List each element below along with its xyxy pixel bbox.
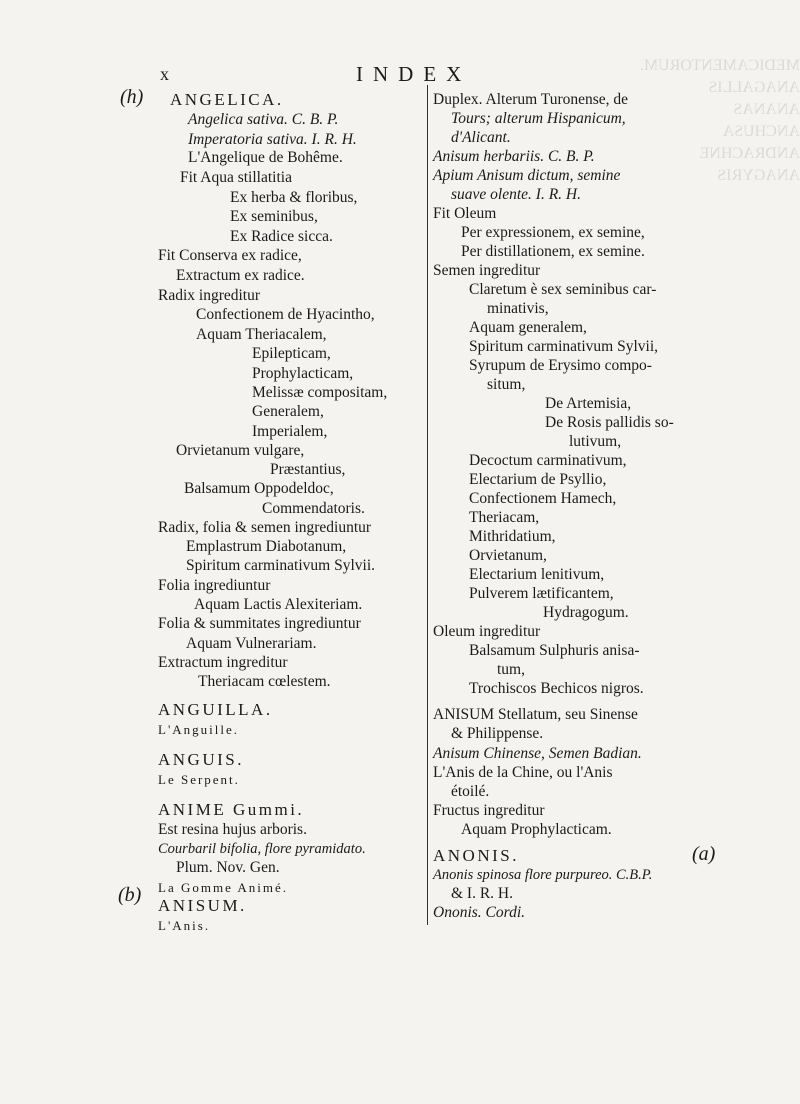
index-line: Aquam Theriacalem,	[196, 326, 327, 343]
index-line: Generalem,	[252, 403, 324, 420]
index-line: Orvietanum,	[469, 547, 547, 564]
index-line: Anonis spinosa flore purpureo. C.B.P.	[433, 867, 653, 883]
index-line: Spiritum carminativum Sylvii.	[186, 557, 376, 574]
index-line: Præstantius,	[270, 461, 346, 478]
index-line: La Gomme Animé.	[158, 880, 289, 895]
entry-heading: ANGUILLA.	[158, 700, 273, 719]
index-line: Pulverem lætificantem,	[469, 585, 614, 602]
index-line: Per expressionem, ex semine,	[461, 224, 645, 241]
page-number: x	[160, 64, 169, 84]
index-line: situm,	[487, 376, 526, 393]
index-line: Theriacam cœlestem.	[198, 673, 331, 690]
index-line: Imperatoria sativa. I. R. H.	[188, 131, 357, 148]
index-line: lutivum,	[569, 433, 622, 450]
index-line: De Artemisia,	[545, 395, 632, 412]
index-line: Fit Conserva ex radice,	[158, 247, 302, 264]
index-line: Extractum ingreditur	[158, 654, 288, 671]
index-line: Electarium lenitivum,	[469, 566, 605, 583]
index-line: Melissæ compositam,	[252, 384, 388, 401]
index-line: Confectionem Hamech,	[469, 490, 617, 507]
index-line: Folia & summitates ingrediuntur	[158, 615, 361, 632]
index-line: suave olente. I. R. H.	[451, 186, 581, 203]
index-line: De Rosis pallidis so-	[545, 414, 674, 431]
index-line: Radix ingreditur	[158, 287, 261, 304]
index-line: Fit Oleum	[433, 205, 497, 222]
index-line: Le Serpent.	[158, 772, 240, 787]
index-line: Trochiscos Bechicos nigros.	[469, 680, 644, 697]
index-line: Oleum ingreditur	[433, 623, 541, 640]
index-line: Claretum è sex seminibus car-	[469, 281, 657, 298]
index-line: Theriacam,	[469, 509, 540, 526]
entry-heading: ANGELICA.	[170, 90, 284, 109]
margin-note-b: (b)	[118, 884, 142, 906]
index-line: Aquam Lactis Alexiteriam.	[194, 596, 363, 613]
index-line: Spiritum carminativum Sylvii,	[469, 338, 659, 355]
index-line: Radix, folia & semen ingrediuntur	[158, 519, 372, 536]
index-line: L'Anis.	[158, 918, 211, 933]
index-line: Electarium de Psyllio,	[469, 471, 607, 488]
index-line: d'Alicant.	[451, 129, 511, 146]
index-line: Semen ingreditur	[433, 262, 541, 279]
index-line: Syrupum de Erysimo compo-	[469, 357, 652, 374]
index-line: Hydragogum.	[543, 604, 629, 621]
index-line: Tours; alterum Hispanicum,	[451, 110, 626, 127]
index-line: & Philippense.	[451, 725, 544, 742]
index-line: Anisum herbariis. C. B. P.	[433, 148, 595, 165]
index-line: Aquam Vulnerariam.	[186, 635, 317, 652]
index-line: étoilé.	[451, 783, 490, 800]
running-head: INDEX	[356, 62, 472, 86]
index-line: Ononis. Cordi.	[433, 904, 526, 921]
index-line: Aquam generalem,	[469, 319, 587, 336]
entry-heading: ANGUIS.	[158, 750, 244, 769]
index-line: Epilepticam,	[252, 345, 331, 362]
bleed-through-text: MEDICAMENTORUM. ANAGALLIS ANANAS ANCHUSA ANDRACHNE ANAGYRIS	[639, 57, 800, 184]
index-line: Angelica sativa. C. B. P.	[188, 111, 339, 128]
entry-heading: ANONIS.	[433, 846, 519, 865]
index-line: L'Anis de la Chine, ou l'Anis	[433, 764, 613, 781]
index-line: minativis,	[487, 300, 549, 317]
entry-heading: ANISUM Stellatum, seu Sinense	[433, 706, 638, 723]
index-line: Fit Aqua stillatitia	[180, 169, 292, 186]
index-line: Anisum Chinense, Semen Badian.	[433, 745, 642, 762]
index-line: & I. R. H.	[451, 885, 513, 902]
margin-note-a: (a)	[692, 843, 716, 865]
entry-heading: ANIME Gummi.	[158, 800, 305, 819]
index-line: Prophylacticam,	[252, 365, 354, 382]
index-line: Orvietanum vulgare,	[176, 442, 305, 459]
index-line: Emplastrum Diabotanum,	[186, 538, 347, 555]
index-line: Apium Anisum dictum, semine	[433, 167, 621, 184]
index-line: Plum. Nov. Gen.	[176, 859, 280, 876]
index-line: Ex Radice sicca.	[230, 228, 333, 245]
entry-heading: ANISUM.	[158, 896, 247, 915]
margin-note-h: (h)	[120, 86, 144, 108]
index-line: Fructus ingreditur	[433, 802, 545, 819]
index-line: L'Anguille.	[158, 722, 240, 737]
index-line: Mithridatium,	[469, 528, 556, 545]
index-line: Folia ingrediuntur	[158, 577, 271, 594]
index-line: Ex herba & floribus,	[230, 189, 358, 206]
index-line: Confectionem de Hyacintho,	[196, 306, 375, 323]
column-divider	[427, 85, 428, 925]
index-line: Per distillationem, ex semine.	[461, 243, 645, 260]
index-line: L'Angelique de Bohême.	[188, 149, 343, 166]
index-line: Ex seminibus,	[230, 208, 318, 225]
index-line: Extractum ex radice.	[176, 267, 305, 284]
index-line: Aquam Prophylacticam.	[461, 821, 612, 838]
index-line: Courbaril bifolia, flore pyramidato.	[158, 841, 366, 857]
index-line: Decoctum carminativum,	[469, 452, 627, 469]
index-line: tum,	[497, 661, 525, 678]
index-line: Balsamum Sulphuris anisa-	[469, 642, 640, 659]
page-header	[0, 58, 800, 88]
index-line: Duplex. Alterum Turonense, de	[433, 91, 629, 108]
index-line: Commendatoris.	[262, 500, 365, 517]
index-line: Balsamum Oppodeldoc,	[184, 480, 334, 497]
index-line: Imperialem,	[252, 423, 328, 440]
index-line: Est resina hujus arboris.	[158, 821, 307, 838]
